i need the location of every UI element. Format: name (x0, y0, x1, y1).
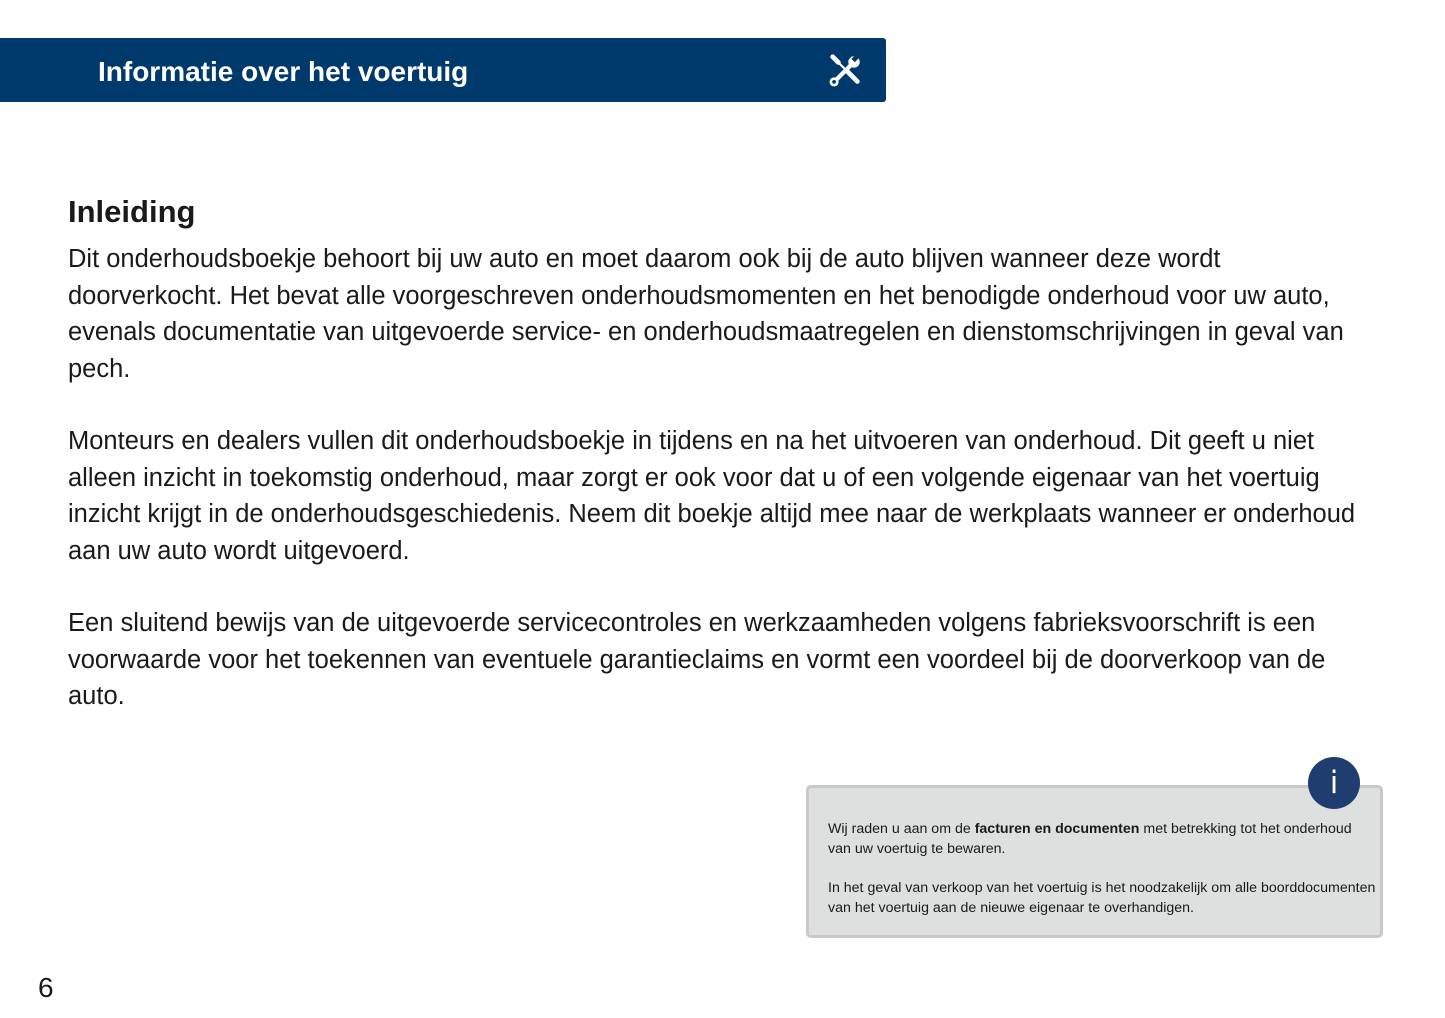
tools-icon (826, 52, 864, 90)
intro-paragraph-2: Monteurs en dealers vullen dit onderhoudsboekje in tijdens en na het uitvoeren van onderhoud. Dit geeft u niet alleen inzicht in toekomstig onderhoud, maar zorgt er ook voor dat u of een volgende eigenaar van het voertuig inzicht krijgt in de onderhoudsgeschiedenis. Neem dit boekje altijd mee naar de werkplaats wanneer er onderhoud aan uw auto wordt uitgevoerd. (68, 427, 1356, 565)
intro-paragraph-3: Een sluitend bewijs van de uitgevoerde servicecontroles en werkzaamheden volgens fabrieksvoorschrift is een voorwaarde voor het toekennen van eventuele garantieclaims en vormt een voordeel bij de doorverkoop van de auto. (68, 609, 1326, 710)
info-box (806, 785, 1383, 938)
info-note-2: In het geval van verkoop van het voertuig is het noodzakelijk om alle boorddocumenten van het voertuig aan de nieuwe eigenaar te overhandigen. (828, 880, 1376, 916)
page-number: 6 (38, 972, 54, 1003)
info-note-1-emphasis: facturen en documenten (974, 821, 1140, 837)
info-note-1-start: Wij raden u aan om de (828, 821, 975, 837)
info-note-1-end: met betrekking tot het onderhoud van uw voertuig te bewaren. (828, 821, 1352, 857)
intro-paragraph-1: Dit onderhoudsboekje behoort bij uw auto en moet daarom ook bij de auto blijven wanneer deze wordt doorverkocht. Het bevat alle voorgeschreven onderhoudsmomenten en het benodigde onderhoud voor uw auto, evenals documentatie van uitgevoerde service- en onderhoudsmaatregelen en dienstomschrijvingen in geval van pech. (68, 245, 1344, 383)
header-title: Informatie over het voertuig (98, 56, 469, 87)
header-bar (0, 38, 886, 102)
info-icon: i (1308, 757, 1360, 809)
section-heading: Inleiding (68, 194, 196, 229)
info-note-1 (828, 820, 1376, 859)
